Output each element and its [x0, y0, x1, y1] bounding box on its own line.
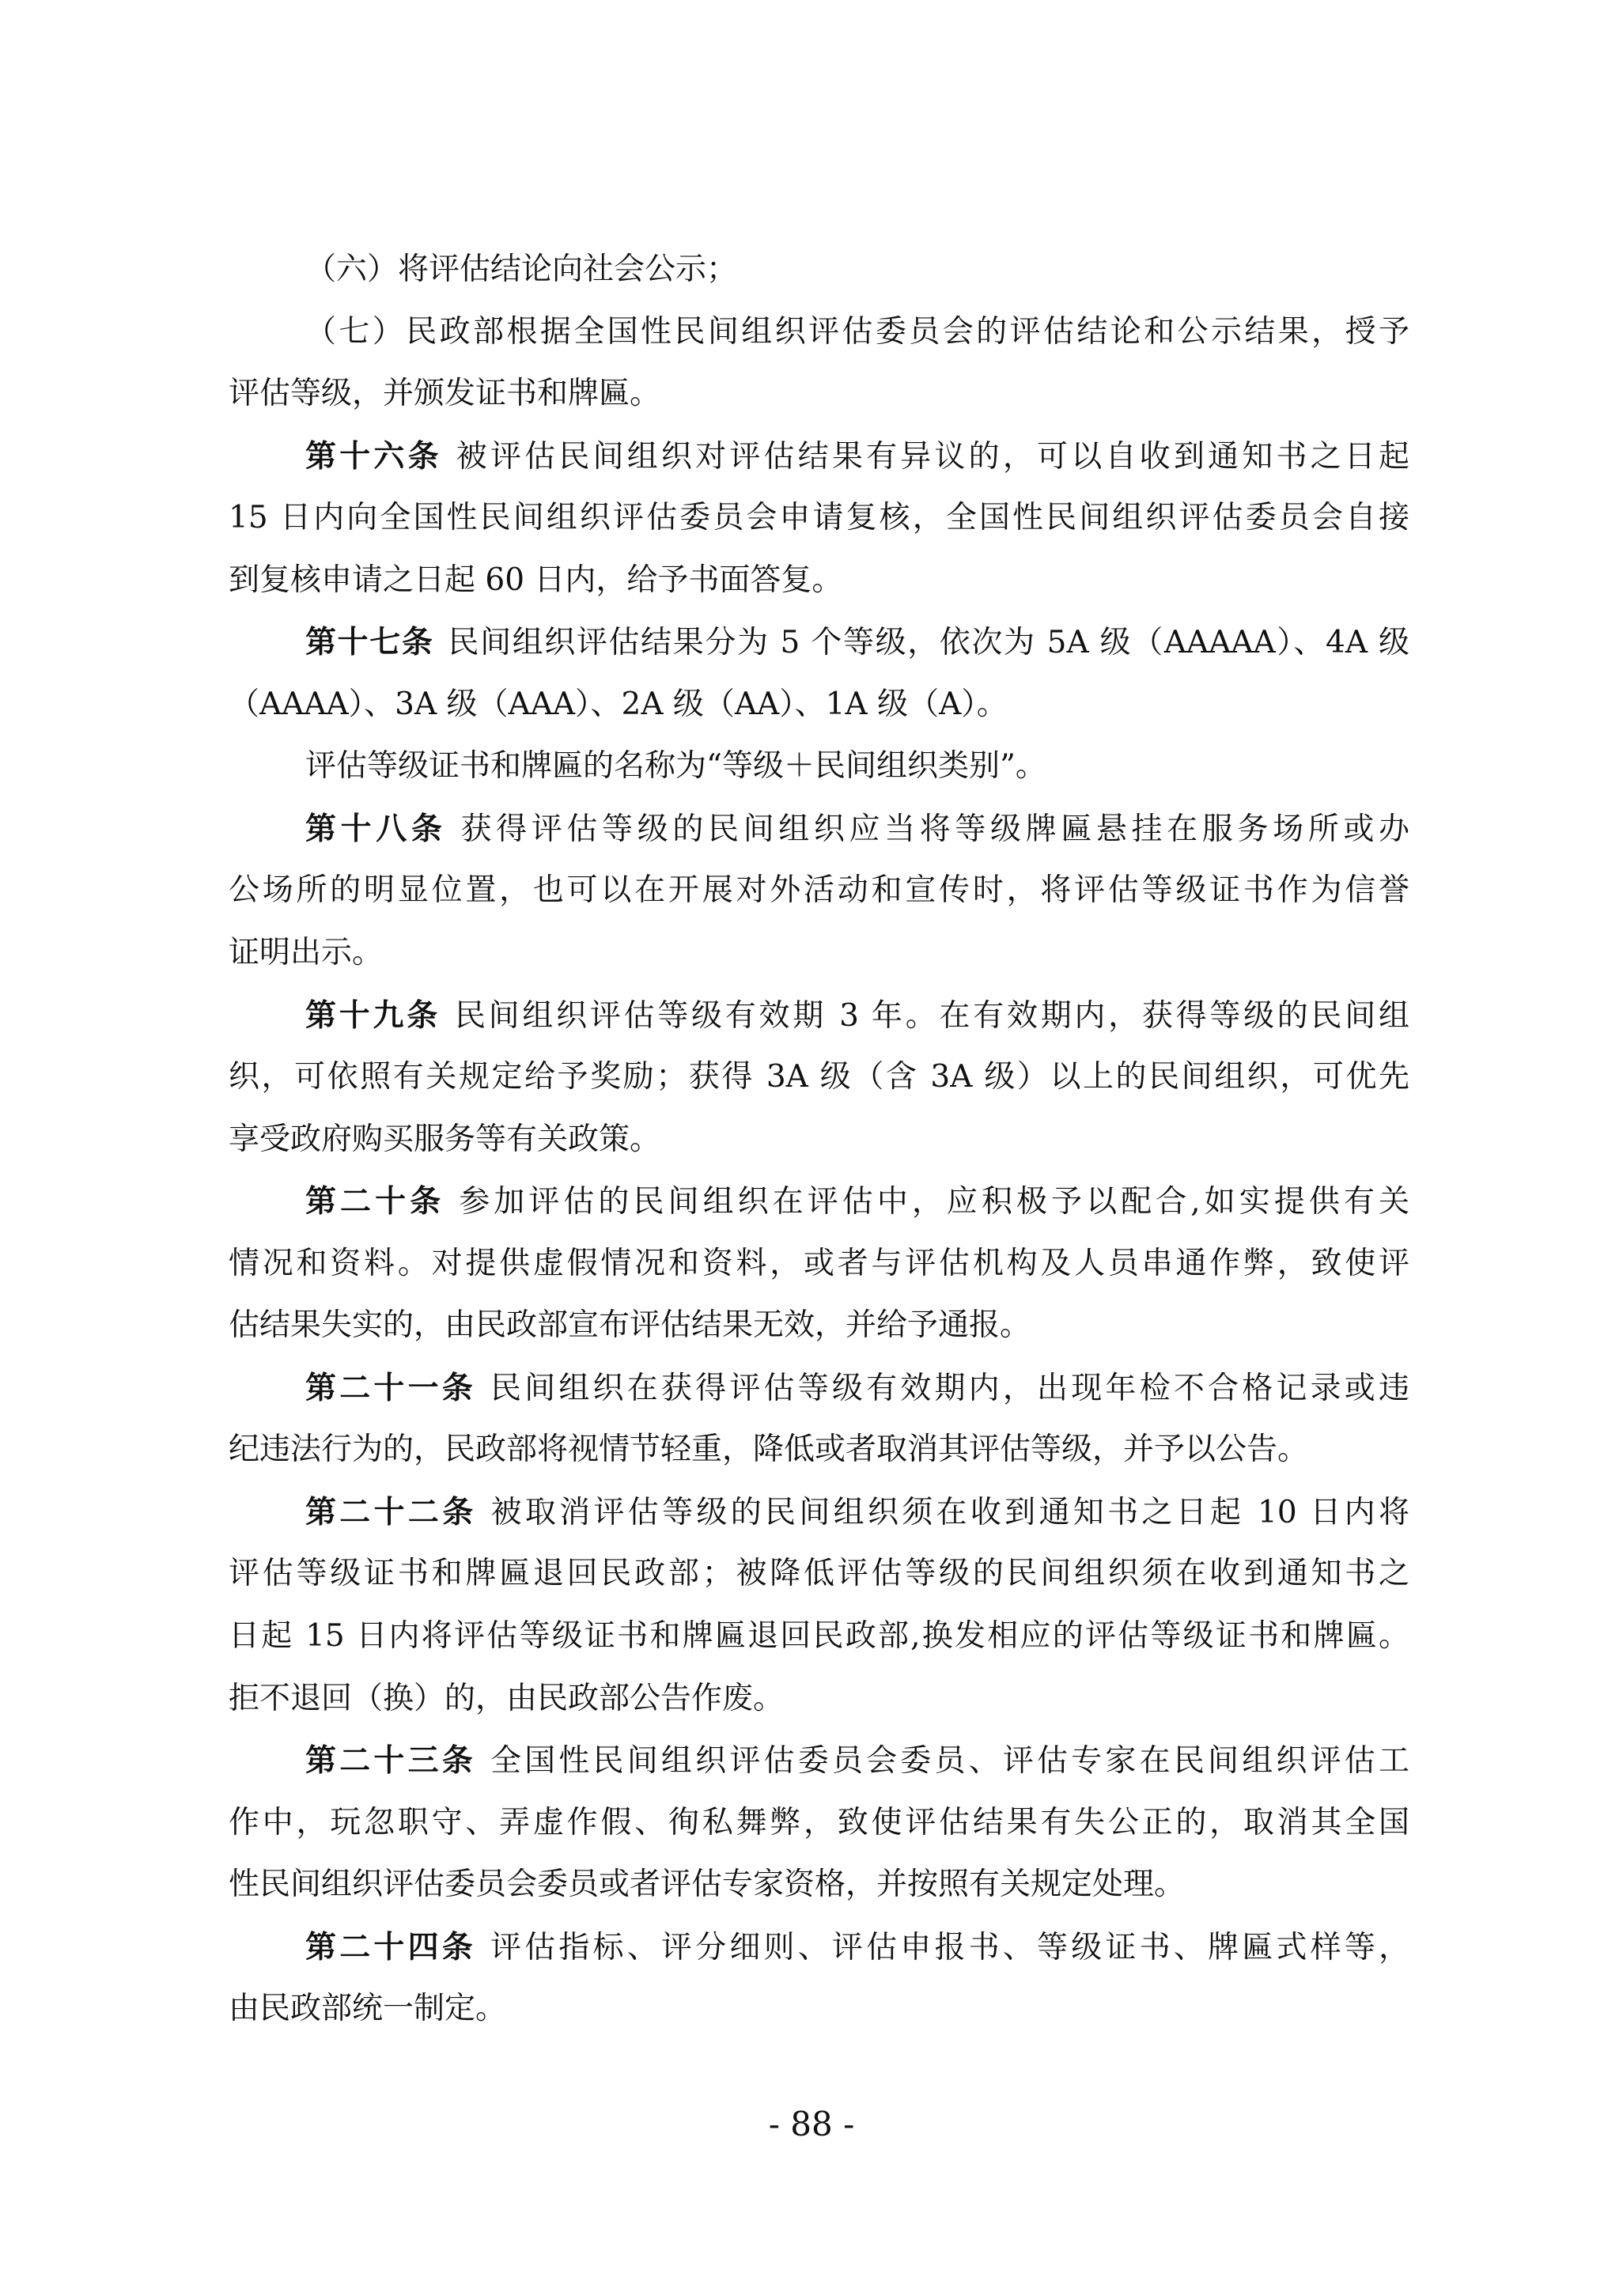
line-text: 被评估民间组织对评估结果有异议的，可以自收到通知书之日起: [456, 438, 1409, 475]
text-line: [229, 798, 1409, 861]
text-line: [229, 1295, 1409, 1357]
text-line: [229, 1419, 1409, 1481]
text-line: [229, 1854, 1409, 1916]
line-text: 获得评估等级的民间组织应当将等级牌匾悬挂在服务场所或办: [460, 811, 1409, 847]
line-text: 评估等级，并颁发证书和牌匾。: [229, 376, 661, 412]
text-line: [229, 550, 1409, 612]
text-line: [229, 426, 1409, 488]
line-text: 拒不退回（换）的，由民政部公告作废。: [229, 1680, 785, 1716]
text-line: [229, 922, 1409, 985]
text-line: [229, 1792, 1409, 1855]
text-line: [229, 1730, 1409, 1792]
line-text: 证明出示。: [229, 935, 384, 971]
line-text: （AAAA）、3A 级（AAA）、2A 级（AA）、1A 级（A）。: [229, 686, 1008, 722]
text-line: [229, 611, 1409, 674]
line-text: 被取消评估等级的民间组织须在收到通知书之日起 10 日内将: [490, 1494, 1409, 1530]
line-text: 全国性民间组织评估委员会委员、评估专家在民间组织评估工: [490, 1743, 1409, 1780]
article-label: 第二十四条: [305, 1928, 476, 1965]
line-text: 评估指标、评分细则、评估申报书、等级证书、牌匾式样等，: [490, 1929, 1409, 1965]
line-text: （七）民政部根据全国性民间组织评估委员会的评估结论和公示结果，授予: [305, 313, 1409, 350]
article-label: 第十六条: [305, 437, 442, 475]
text-line: [229, 1046, 1409, 1109]
text-line: [229, 1171, 1409, 1233]
text-line: [229, 1978, 1409, 2041]
line-text: 性民间组织评估委员会委员或者评估专家资格，并按照有关规定处理。: [229, 1867, 1186, 1903]
line-text: 评估等级证书和牌匾的名称为“等级＋民间组织类别”。: [305, 748, 1046, 785]
line-text: 日起 15 日内将评估等级证书和牌匾退回民政部,换发相应的评估等级证书和牌匾。: [229, 1618, 1409, 1655]
line-text: 民间组织评估等级有效期 3 年。在有效期内，获得等级的民间组: [454, 997, 1409, 1034]
line-text: 15 日内向全国性民间组织评估委员会申请复核，全国性民间组织评估委员会自接: [229, 500, 1409, 536]
text-line: [229, 1357, 1409, 1420]
text-line: [229, 239, 1409, 301]
line-text: 参加评估的民间组织在评估中，应积极予以配合,如实提供有关: [459, 1184, 1409, 1220]
line-text: 民间组织评估结果分为 5 个等级，依次为 5A 级（AAAAA）、4A 级: [448, 625, 1409, 661]
page-number: - 88 -: [768, 2105, 855, 2143]
line-text: 享受政府购买服务等有关政策。: [229, 1121, 661, 1157]
line-text: 作中，玩忽职守、弄虚作假、徇私舞弊，致使评估结果有失公正的，取消其全国: [229, 1804, 1409, 1840]
article-label: 第二十一条: [305, 1369, 476, 1406]
text-line: [229, 487, 1409, 550]
text-line: [229, 1481, 1409, 1544]
article-label: 第二十二条: [305, 1493, 477, 1530]
text-line: [229, 985, 1409, 1047]
text-line: [229, 1668, 1409, 1731]
line-text: 评估等级证书和牌匾退回民政部；被降低评估等级的民间组织须在收到通知书之: [229, 1556, 1409, 1592]
text-line: [229, 301, 1409, 364]
line-text: 由民政部统一制定。: [229, 1991, 507, 2027]
article-label: 第十八条: [305, 810, 447, 847]
line-text: 到复核申请之日起 60 日内，给予书面答复。: [229, 562, 843, 598]
text-line: [229, 1916, 1409, 1979]
line-text: 公场所的明显位置，也可以在开展对外活动和宣传时，将评估等级证书作为信誉: [229, 872, 1409, 909]
line-text: 情况和资料。对提供虚假情况和资料，或者与评估机构及人员串通作弊，致使评: [229, 1245, 1409, 1281]
line-text: 民间组织在获得评估等级有效期内，出现年检不合格记录或违: [490, 1370, 1409, 1406]
text-line: [229, 1109, 1409, 1171]
article-label: 第十九条: [305, 997, 441, 1034]
article-label: 第二十条: [305, 1183, 445, 1220]
text-line: [229, 1233, 1409, 1296]
text-line: [229, 363, 1409, 426]
text-line: [229, 1606, 1409, 1668]
text-line: [229, 860, 1409, 922]
line-text: 织，可依照有关规定给予奖励；获得 3A 级（含 3A 级）以上的民间组织，可优先: [229, 1059, 1409, 1095]
text-line: [229, 736, 1409, 798]
article-label: 第二十三条: [305, 1742, 476, 1780]
line-text: 纪违法行为的，民政部将视情节轻重，降低或者取消其评估等级，并予以公告。: [229, 1432, 1309, 1468]
line-text: 估结果失实的，由民政部宣布评估结果无效，并给予通报。: [229, 1307, 1031, 1344]
text-line: [229, 674, 1409, 736]
text-line: [229, 1543, 1409, 1606]
body-text: [229, 239, 1409, 2041]
line-text: （六）将评估结论向社会公示；: [305, 252, 738, 287]
article-label: 第十七条: [305, 624, 434, 661]
